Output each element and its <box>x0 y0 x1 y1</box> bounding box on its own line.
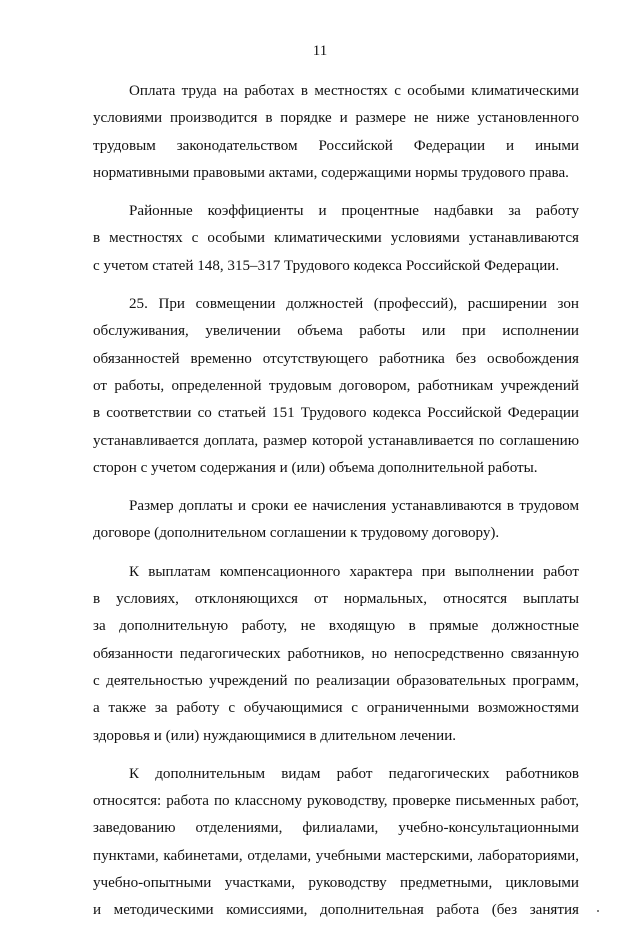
text-line: условиями производится в порядке и размере не ниже установленного <box>93 110 579 127</box>
text-line: Размер доплаты и сроки ее начисления устанавливаются в трудовом <box>129 498 579 515</box>
text-line: в местностях с особыми климатическими условиями устанавливаются <box>93 230 579 247</box>
document-body <box>93 78 579 925</box>
paragraph-gap <box>93 280 579 291</box>
text-line: пунктами, кабинетами, отделами, учебными мастерскими, лабораториями, <box>93 847 579 864</box>
paragraph-gap <box>93 750 579 761</box>
page-number: 11 <box>312 43 328 59</box>
text-line: в условиях, отклоняющихся от нормальных, относятся выплаты <box>93 591 579 608</box>
text-line: а также за работу с обучающимися с ограниченными возможностями <box>93 700 579 717</box>
text-line: в соответствии со статьей 151 Трудового кодекса Российской Федерации <box>93 405 579 422</box>
text-line: от работы, определенной трудовым договором, работникам учреждений <box>93 377 579 394</box>
text-line: К дополнительным видам работ педагогических работников <box>129 765 579 782</box>
text-line: К выплатам компенсационного характера при выполнении работ <box>129 563 579 580</box>
text-line: с деятельностью учреждений по реализации образовательных программ, <box>93 672 579 689</box>
text-line: договоре (дополнительном соглашении к трудовому договору). <box>93 525 500 542</box>
text-line: Районные коэффициенты и процентные надбавки за работу <box>129 203 579 220</box>
text-line: 25. При совмещении должностей (профессий), расширении зон <box>129 296 579 313</box>
scan-speck <box>597 910 599 912</box>
text-line: устанавливается доплата, размер которой устанавливается по соглашению <box>93 432 579 449</box>
paragraph-gap <box>93 548 579 559</box>
text-line: учебно-опытными участками, руководству предметными, цикловыми <box>93 875 579 892</box>
text-line: трудовым законодательством Российской Федерации и иными <box>93 137 579 154</box>
text-line: и методическими комиссиями, дополнительная работа (без занятия <box>93 902 579 919</box>
text-line: обслуживания, увеличении объема работы или при исполнении <box>93 323 579 340</box>
text-line: обязанностей временно отсутствующего работника без освобождения <box>93 350 579 367</box>
paragraph-gap <box>93 482 579 493</box>
text-line: сторон с учетом содержания и (или) объема дополнительной работы. <box>93 459 538 476</box>
text-line: с учетом статей 148, 315–317 Трудового кодекса Российской Федерации. <box>93 257 560 274</box>
text-line: нормативными правовыми актами, содержащими нормы трудового права. <box>93 164 569 181</box>
text-line: за дополнительную работу, не входящую в прямые должностные <box>93 618 579 635</box>
text-line: здоровья и (или) нуждающимися в длительном лечении. <box>93 727 457 744</box>
paragraph-gap <box>93 187 579 198</box>
text-line: относятся: работа по классному руководству, проверке письменных работ, <box>93 793 579 810</box>
text-line: Оплата труда на работах в местностях с особыми климатическими <box>129 83 579 99</box>
text-line: обязанности педагогических работников, но непосредственно связанную <box>93 645 579 662</box>
text-line: заведованию отделениями, филиалами, учебно-консультационными <box>93 820 579 837</box>
